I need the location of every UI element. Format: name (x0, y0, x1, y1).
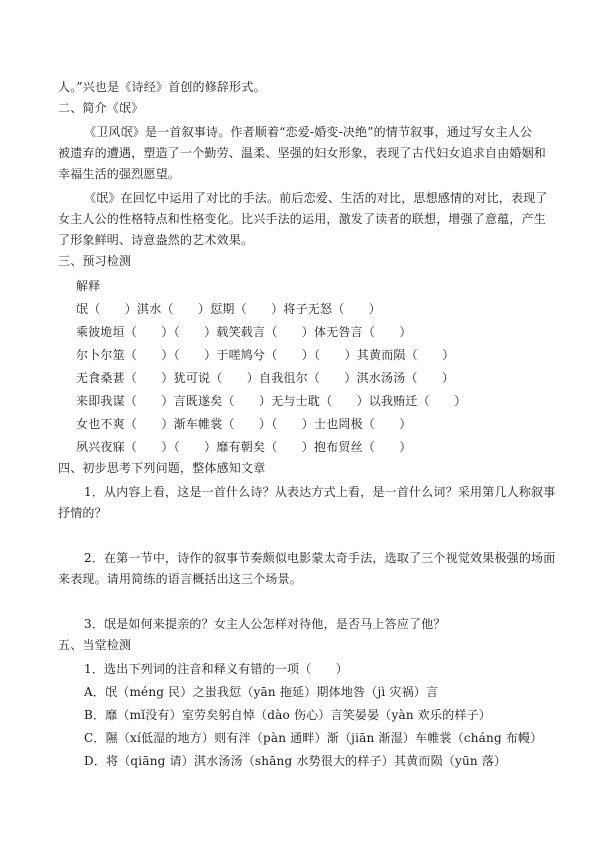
section-heading: 三、预习检测 (58, 254, 132, 268)
paragraph-line: 了形象鲜明、诗意盎然的艺术效果。 (58, 233, 254, 247)
section-heading: 五、当堂检测 (58, 638, 132, 652)
exercise-line: 来即我谋（ ）言既遂矣（ ）无与士耽（ ）以我贿迁（ ） (76, 394, 467, 408)
exercise-line: 无食桑葚（ ）犹可说（ ）自我徂尔（ ）淇水汤汤（ ） (76, 371, 455, 385)
question-line: 3．氓是如何来提亲的？女主人公怎样对待他，是否马上答应了他？ (84, 617, 446, 631)
question-line: 抒情的？ (58, 506, 107, 520)
section-heading: 四、初步思考下列问题，整体感知文章 (58, 461, 266, 475)
paragraph-line: 《卫风氓》是一首叙事诗。作者顺着“恋爱-婚变-决绝”的情节叙事，通过写女主人公 (84, 125, 533, 139)
section-heading: 二、简介《氓》 (58, 101, 144, 115)
option-a: A．氓（méng 民）之蚩我愆（yān 拖延）期体地咎（jì 灾祸）言 (84, 685, 439, 699)
question-line: 来表现。请用简练的语言概括出这三个场景。 (58, 572, 303, 586)
sub-heading: 解释 (76, 279, 101, 293)
exercise-line: 乘彼垝垣（ ）（ ）载笑载言（ ）体无咎言（ ） (76, 325, 412, 339)
exercise-line: 女也不爽（ ）渐车帷裳（ ）（ ）士也罔极（ ） (76, 417, 412, 431)
exercise-line: 氓（ ）淇水（ ）愆期（ ）将子无怒（ ） (76, 302, 382, 316)
question-line: 1．选出下列词的注音和释义有错的一项（ ） (84, 662, 349, 676)
option-d: D．将（qiāng 请）淇水汤汤（shāng 水势很大的样子）其黄而陨（yūn 落） (84, 754, 507, 768)
paragraph-line: 女主人公的性格特点和性格变化。比兴手法的运用，激发了读者的联想，增强了意蕴，产生 (58, 212, 547, 226)
question-line: 2．在第一节中，诗作的叙事节奏颇似电影蒙太奇手法，选取了三个视觉效果极强的场面 (84, 551, 556, 565)
exercise-line: 尔卜尔筮（ ）（ ）于嗟鸠兮（ ）（ ）其黄而陨（ ） (76, 348, 455, 362)
option-b: B．靡（mǐ没有）室劳矣躬自悼（dào 伤心）言笑晏晏（yàn 欢乐的样子） (84, 708, 491, 722)
paragraph-line: 幸福生活的强烈愿望。 (58, 167, 181, 181)
question-line: 1．从内容上看，这是一首什么诗？从表达方式上看，是一首什么词？采用第几人称叙事 (84, 485, 556, 499)
exercise-line: 夙兴夜寐（ ）（ ）靡有朝矣（ ）抱布贸丝（ ） (76, 440, 412, 454)
text-line: 人。”兴也是《诗经》首创的修辞形式。 (58, 80, 266, 94)
option-c: C．隰（xí低湿的地方）则有泮（pàn 通畔）渐（jiān 渐湿）车帷裳（cháng 布幔） (84, 731, 543, 745)
paragraph-line: 被遗弃的遭遇，塑造了一个勤劳、温柔、坚强的妇女形象，表现了古代妇女追求自由婚姻和 (58, 146, 547, 160)
paragraph-line: 《氓》在回忆中运用了对比的手法。前后恋爱、生活的对比，思想感情的对比，表现了 (84, 191, 548, 205)
